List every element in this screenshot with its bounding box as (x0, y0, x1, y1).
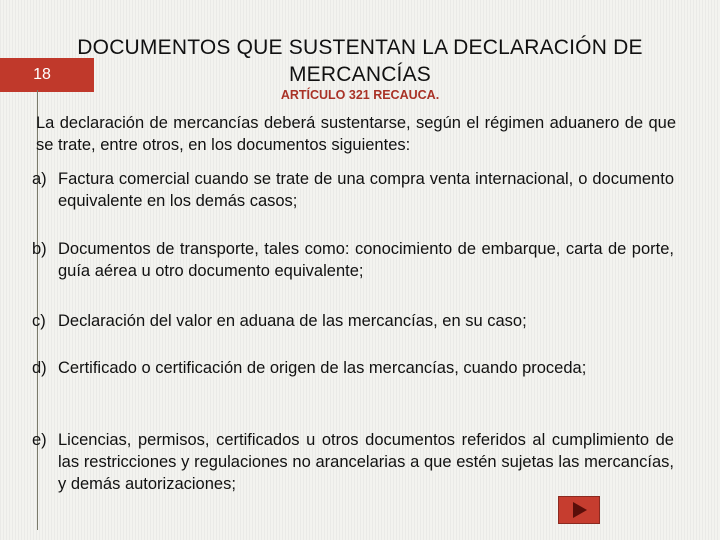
list-item-marker: c) (32, 312, 46, 330)
list-item-text: Certificado o certificación de origen de las mercancías, cuando proceda; (58, 359, 587, 377)
slide-subtitle: ARTÍCULO 321 RECAUCA. (280, 88, 440, 102)
list-item-text: Licencias, permisos, certificados u otros documentos referidos al cumplimiento de las restricciones y regulaciones no arancelarias a que estén sujetas las mercancías, y demás autorizaciones; (58, 431, 674, 493)
list-item (32, 238, 674, 282)
list-item-marker: e) (32, 431, 47, 449)
list-item-text: Documentos de transporte, tales como: conocimiento de embarque, carta de porte, guía aérea u otro documento equivalente; (58, 240, 674, 280)
next-slide-button[interactable] (558, 496, 600, 524)
list-item (32, 168, 674, 212)
list-item (32, 357, 674, 379)
list-item (32, 429, 674, 495)
list-item-marker: b) (32, 240, 47, 258)
play-arrow-icon (570, 501, 588, 519)
list-item-marker: a) (32, 170, 47, 188)
page-number-badge: 18 (0, 58, 94, 92)
list-item-text: Factura comercial cuando se trate de una compra venta internacional, o documento equivalente en los demás casos; (58, 170, 674, 210)
list-item-text: Declaración del valor en aduana de las mercancías, en su caso; (58, 312, 527, 330)
list-item (32, 310, 674, 332)
intro-paragraph: La declaración de mercancías deberá sustentarse, según el régimen aduanero de que se trate, entre otros, en los documentos siguientes: (36, 114, 676, 154)
list-item-marker: d) (32, 359, 47, 377)
slide-title: DOCUMENTOS QUE SUSTENTAN LA DECLARACIÓN DE MERCANCÍAS (77, 36, 643, 86)
